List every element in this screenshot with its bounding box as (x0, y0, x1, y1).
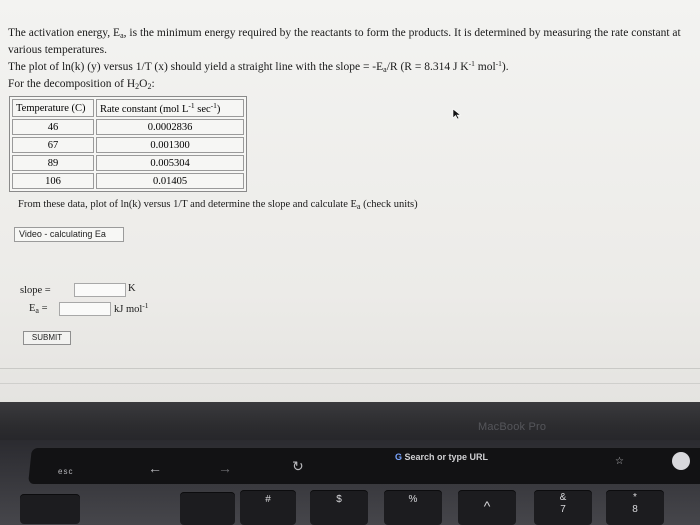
key-dollar[interactable]: $ (310, 490, 368, 525)
touchbar-search-field[interactable]: G Search or type URL (395, 452, 489, 462)
cell-rate-constant: 0.005304 (96, 155, 244, 171)
key-seven[interactable]: & 7 (534, 490, 592, 525)
decomposition-sentence: For the decomposition of $H_2O_2$: (8, 78, 155, 91)
instruction-text: From these data, plot of ln(k) versus 1/T and determine the slope and calculate $E_a$ (check units) (18, 199, 418, 211)
intro-paragraph-line2: various temperatures. (8, 44, 107, 56)
key-tab[interactable] (20, 494, 80, 524)
question-text (8, 26, 698, 94)
cell-rate-constant: 0.001300 (96, 137, 244, 153)
cell-temperature: 67 (12, 137, 94, 153)
table-row (12, 173, 244, 189)
submit-button[interactable]: SUBMIT (23, 331, 71, 345)
header-temperature: Temperature (C) (12, 99, 94, 117)
cell-rate-constant: 0.0002836 (96, 119, 244, 135)
bookmark-star-icon[interactable]: ☆ (615, 456, 624, 467)
key-hash[interactable]: # (240, 490, 296, 525)
table-row (12, 119, 244, 135)
ea-input[interactable] (59, 302, 111, 316)
mouse-cursor-icon (452, 108, 462, 120)
cell-temperature: 89 (12, 155, 94, 171)
key-eight[interactable]: * 8 (606, 490, 664, 525)
video-calculating-ea-button[interactable]: Video - calculating Ea (14, 227, 124, 242)
ea-label: $E_a$ = (29, 303, 48, 315)
google-icon: G (395, 452, 405, 462)
laptop-brand-label: MacBook Pro (478, 421, 547, 433)
laptop-bezel (0, 402, 700, 442)
cell-temperature: 106 (12, 173, 94, 189)
intro-paragraph: The activation energy, $E_a$, is the minimum energy required by the reactants to form the products. It is determined by measuring the rate constant at (8, 27, 681, 40)
back-arrow-icon[interactable]: ← (148, 460, 162, 476)
key-caret[interactable]: ^ (458, 490, 516, 525)
ea-unit: kJ mol$^{-1}$ (114, 301, 149, 315)
cell-rate-constant: 0.01405 (96, 173, 244, 189)
plot-sentence: The plot of ln(k) (y) versus 1/T (x) should yield a straight line with the slope = $-E_a/R$ (R = 8.314 J $K^{-1}$ mol$^{-1}$). (8, 59, 509, 74)
table-row (12, 137, 244, 153)
forward-arrow-icon[interactable]: → (218, 460, 232, 476)
esc-key[interactable]: esc (58, 467, 74, 476)
divider (0, 368, 700, 369)
slope-input[interactable] (74, 283, 126, 297)
touch-bar (28, 448, 700, 484)
header-rate-constant: Rate constant (mol $L^{-1}$ $\sec^{-1}$) (96, 99, 244, 117)
cell-temperature: 46 (12, 119, 94, 135)
rate-data-table (9, 96, 247, 192)
key-percent[interactable]: % (384, 490, 442, 525)
table-row (12, 155, 244, 171)
slope-label: slope = (20, 285, 51, 296)
table-header-row (12, 99, 244, 117)
divider (0, 383, 700, 384)
reload-icon[interactable]: ↻ (292, 458, 304, 474)
key-at[interactable] (180, 492, 235, 525)
siri-icon[interactable] (672, 452, 690, 470)
slope-unit: K (128, 283, 136, 294)
